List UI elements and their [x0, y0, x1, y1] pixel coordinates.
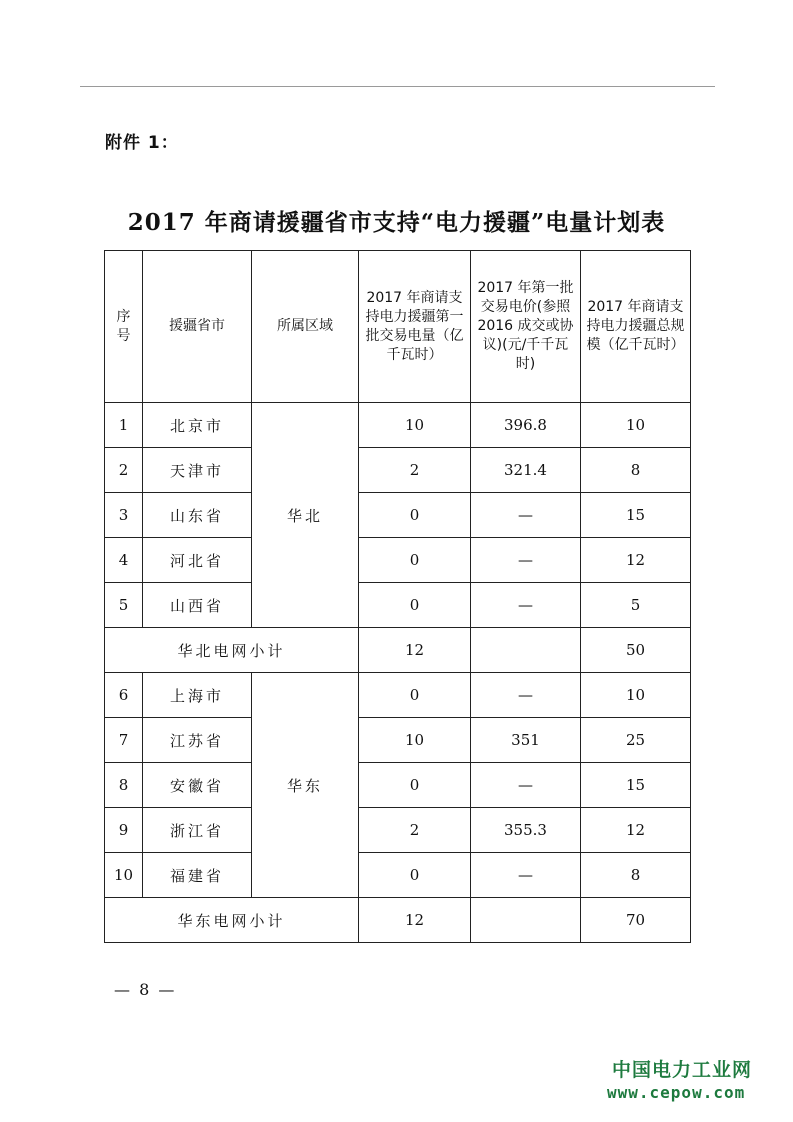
province-name: 安徽省	[143, 763, 252, 808]
price-value: 396.8	[471, 403, 581, 448]
row-number: 7	[105, 718, 143, 763]
volume-value: 0	[359, 583, 471, 628]
price-value: —	[471, 538, 581, 583]
row-number: 4	[105, 538, 143, 583]
total-value: 25	[581, 718, 691, 763]
total-value: 8	[581, 853, 691, 898]
table-row	[105, 448, 691, 493]
subtotal-row	[105, 898, 691, 943]
header-region: 所属区域	[252, 251, 359, 403]
table-row	[105, 493, 691, 538]
table-row	[105, 853, 691, 898]
row-number: 5	[105, 583, 143, 628]
region-name: 华东	[252, 673, 359, 898]
volume-value: 0	[359, 538, 471, 583]
province-name: 福建省	[143, 853, 252, 898]
row-number: 3	[105, 493, 143, 538]
table-row	[105, 583, 691, 628]
page-title: 2017 年商请援疆省市支持“电力援疆”电量计划表	[127, 209, 666, 236]
price-value: —	[471, 493, 581, 538]
row-number: 2	[105, 448, 143, 493]
province-name: 山西省	[143, 583, 252, 628]
province-name: 上海市	[143, 673, 252, 718]
total-value: 10	[581, 403, 691, 448]
total-value: 8	[581, 448, 691, 493]
row-number: 6	[105, 673, 143, 718]
subtotal-price	[471, 628, 581, 673]
header-price: 2017 年第一批交易电价(参照2016 成交或协议)(元/千千瓦时)	[471, 251, 581, 403]
row-number: 10	[105, 853, 143, 898]
header-province: 援疆省市	[143, 251, 252, 403]
row-number: 1	[105, 403, 143, 448]
subtotal-label: 华北电网小计	[105, 628, 359, 673]
page-number: — 8 —	[114, 980, 177, 999]
subtotal-label: 华东电网小计	[105, 898, 359, 943]
total-value: 15	[581, 763, 691, 808]
subtotal-volume: 12	[359, 898, 471, 943]
price-value: 351	[471, 718, 581, 763]
province-name: 北京市	[143, 403, 252, 448]
table-row	[105, 808, 691, 853]
subtotal-price	[471, 898, 581, 943]
table-header-row	[105, 251, 691, 403]
header-total: 2017 年商请支持电力援疆总规模（亿千瓦时）	[581, 251, 691, 403]
total-value: 15	[581, 493, 691, 538]
volume-value: 0	[359, 673, 471, 718]
province-name: 天津市	[143, 448, 252, 493]
volume-value: 10	[359, 403, 471, 448]
subtotal-volume: 12	[359, 628, 471, 673]
price-value: 355.3	[471, 808, 581, 853]
table-row	[105, 403, 691, 448]
volume-value: 0	[359, 763, 471, 808]
price-value: —	[471, 853, 581, 898]
table-row	[105, 718, 691, 763]
province-name: 江苏省	[143, 718, 252, 763]
header-index: 序号	[105, 251, 143, 403]
total-value: 12	[581, 808, 691, 853]
volume-value: 0	[359, 853, 471, 898]
total-value: 12	[581, 538, 691, 583]
volume-value: 0	[359, 493, 471, 538]
row-number: 8	[105, 763, 143, 808]
subtotal-total: 50	[581, 628, 691, 673]
volume-value: 2	[359, 448, 471, 493]
region-name: 华北	[252, 403, 359, 628]
total-value: 10	[581, 673, 691, 718]
watermark-name: 中国电力工业网	[612, 1059, 753, 1081]
header-rule	[80, 86, 715, 87]
power-plan-table	[104, 250, 691, 943]
table-row	[105, 538, 691, 583]
table-row	[105, 763, 691, 808]
price-value: —	[471, 583, 581, 628]
table-row	[105, 673, 691, 718]
price-value: 321.4	[471, 448, 581, 493]
row-number: 9	[105, 808, 143, 853]
province-name: 山东省	[143, 493, 252, 538]
province-name: 河北省	[143, 538, 252, 583]
price-value: —	[471, 673, 581, 718]
total-value: 5	[581, 583, 691, 628]
volume-value: 2	[359, 808, 471, 853]
attachment-label: 附件 1：	[105, 133, 179, 153]
watermark-url: www.cepow.com	[607, 1083, 746, 1102]
subtotal-row	[105, 628, 691, 673]
subtotal-total: 70	[581, 898, 691, 943]
header-volume: 2017 年商请支持电力援疆第一批交易电量（亿千瓦时）	[359, 251, 471, 403]
price-value: —	[471, 763, 581, 808]
province-name: 浙江省	[143, 808, 252, 853]
volume-value: 10	[359, 718, 471, 763]
